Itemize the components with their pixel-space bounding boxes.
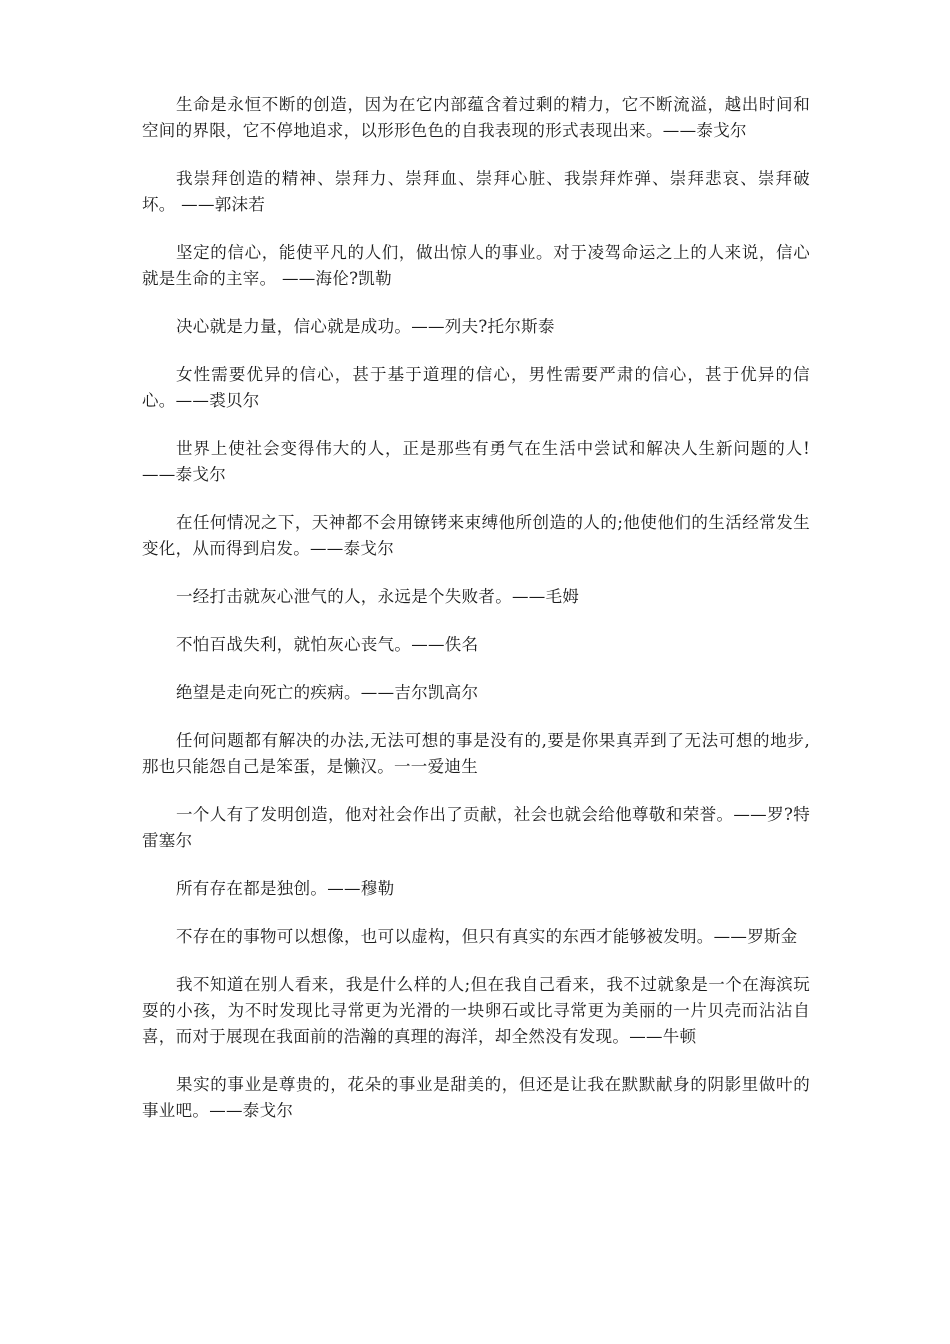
quote-paragraph: 我崇拜创造的精神、崇拜力、崇拜血、崇拜心脏、我崇拜炸弹、崇拜悲哀、崇拜破坏。 ——郭沫若 [142, 169, 810, 214]
quote-paragraph: 一个人有了发明创造，他对社会作出了贡献，社会也就会给他尊敬和荣誉。——罗?特雷塞尔 [142, 805, 810, 850]
quote-paragraph: 世界上使社会变得伟大的人，正是那些有勇气在生活中尝试和解决人生新问题的人!——泰戈尔 [142, 439, 810, 484]
quote-paragraph: 一经打击就灰心泄气的人，永远是个失败者。——毛姆 [176, 587, 580, 606]
quote-paragraph: 绝望是走向死亡的疾病。——吉尔凯高尔 [176, 683, 479, 702]
quote-paragraph: 女性需要优异的信心，甚于基于道理的信心，男性需要严肃的信心，甚于优异的信心。——裘贝尔 [142, 365, 810, 410]
quote-paragraph: 不存在的事物可以想像，也可以虚构，但只有真实的东西才能够被发明。——罗斯金 [176, 927, 798, 946]
quote-paragraph: 坚定的信心，能使平凡的人们，做出惊人的事业。对于凌驾命运之上的人来说，信心就是生命的主宰。 ——海伦?凯勒 [142, 243, 810, 288]
quote-paragraph: 果实的事业是尊贵的，花朵的事业是甜美的，但还是让我在默默献身的阴影里做叶的事业吧。——泰戈尔 [142, 1075, 810, 1120]
quote-paragraph: 我不知道在别人看来，我是什么样的人;但在我自己看来，我不过就象是一个在海滨玩耍的小孩，为不时发现比寻常更为光滑的一块卵石或比寻常更为美丽的一片贝壳而沾沾自喜，而对于展现在我面前的浩瀚的真理的海洋，却全然没有发现。——牛顿 [142, 975, 810, 1046]
document-page [142, 92, 810, 1146]
quote-paragraph: 所有存在都是独创。——穆勒 [176, 879, 395, 898]
quote-paragraph: 任何问题都有解决的办法,无法可想的事是没有的,要是你果真弄到了无法可想的地步,那也只能怨自己是笨蛋，是懒汉。一一爱迪生 [142, 731, 810, 776]
quote-paragraph: 不怕百战失利，就怕灰心丧气。——佚名 [176, 635, 479, 654]
quote-paragraph: 决心就是力量，信心就是成功。——列夫?托尔斯泰 [176, 317, 555, 336]
quote-paragraph: 生命是永恒不断的创造，因为在它内部蕴含着过剩的精力，它不断流溢，越出时间和空间的界限，它不停地追求，以形形色色的自我表现的形式表现出来。——泰戈尔 [142, 95, 810, 140]
quote-paragraph: 在任何情况之下，天神都不会用镣铐来束缚他所创造的人的;他使他们的生活经常发生变化，从而得到启发。——泰戈尔 [142, 513, 810, 558]
